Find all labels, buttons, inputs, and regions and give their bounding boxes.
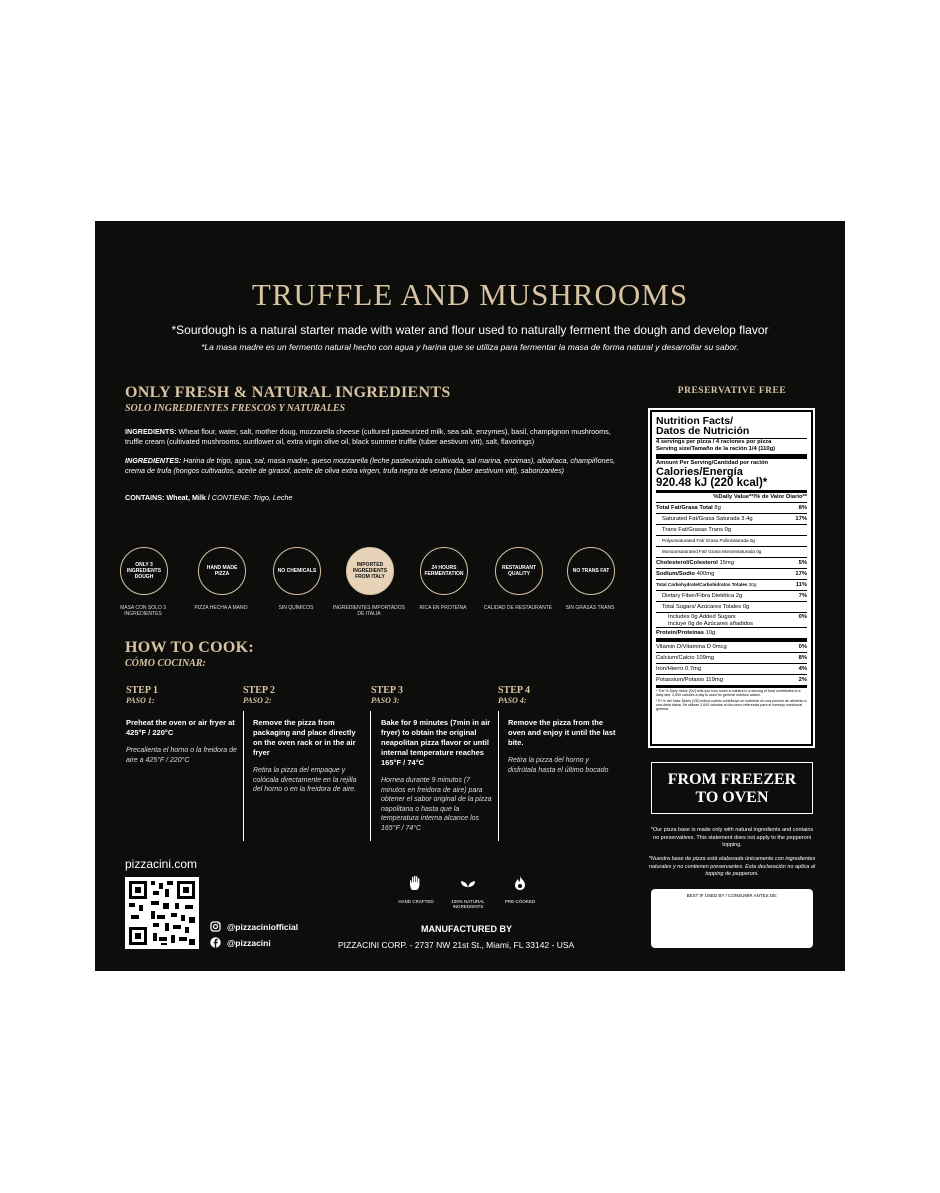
nutrient-daily-value: 7% [798, 593, 807, 599]
step-2-title: STEP 2 [243, 685, 275, 696]
badge-no-chemicals: NO CHEMICALS [273, 547, 321, 595]
badge-3-ingredients: ONLY 3 INGREDIENTS DOUGH [120, 547, 168, 595]
nutrient-amount: 10g [704, 630, 716, 636]
mineral-name: Potassium/Potasio [656, 677, 705, 683]
nutrient-row [656, 513, 807, 524]
mineral-row [656, 652, 807, 663]
nutrient-amount: 0g [748, 538, 755, 543]
serving-size: Serving size/Tamaño de la ración 1/4 (110g) [656, 446, 807, 459]
step-4-title: STEP 4 [498, 685, 530, 696]
contains-label: CONTAINS: Wheat, Milk / [125, 493, 210, 502]
nutrient-label [668, 613, 736, 621]
nutrient-daily-value: 5% [798, 560, 807, 566]
instagram-icon [210, 921, 221, 932]
ingredients-text: Wheat flour, water, salt, mother doug, mozzarella cheese (cultured pasteurized milk, sea salt, enzymes), basil, champignon mushrooms, truffle cream (cultivated mushrooms, sunflower oil, extra virgin olive oil, black summer truffle (tuber aestivum vitt), salt, flavorings) [125, 427, 611, 446]
nutrient-amount: 0g [723, 527, 732, 533]
nutrient-amount: 400mg [694, 571, 715, 577]
pizza-base-note-es: *Nuestra base de pizza está elaborada únicamente con ingredientes naturales y no contienen preservantes. Esta declaración no aplica al topping de pepperoni. [648, 856, 816, 877]
mineral-row [656, 674, 807, 685]
nutrient-row [656, 546, 807, 557]
nutrient-label [668, 621, 753, 627]
nutrient-amount: 15mg [717, 560, 734, 566]
nutrient-name: Monounsaturated Fat/ Grasa Monoinsaturada [662, 549, 755, 554]
mineral-amount: 119mg [704, 677, 723, 683]
website[interactable]: pizzacini.com [125, 857, 198, 871]
step-2-en: Remove the pizza from packaging and place directly on the oven rack or in the air fryer [253, 718, 356, 757]
nutrient-name: Total Fat/Grasa Total [656, 505, 713, 511]
step-1-title: STEP 1 [126, 685, 158, 696]
facebook-icon [210, 937, 221, 948]
freezer-line-2: TO OVEN [695, 789, 769, 806]
step-3-title: STEP 3 [371, 685, 403, 696]
step-3-es: Hornea durante 9 minutos (7 minutos en freidora de aire) para obtener el sabor original de la pizza napolitana o hasta que la temperatura interna alcance los 165°F / 74°C [381, 777, 492, 832]
manufactured-by: MANUFACTURED BY [421, 924, 512, 934]
step-3 [371, 685, 493, 833]
step-1 [126, 685, 238, 765]
sourdough-note-en: *Sourdough is a natural starter made with water and flour used to naturally ferment the dough and develop flavor [171, 323, 769, 337]
footnote-en: * The % Daily Value (DV) tells you how much a nutrient in a serving of food contributes to a daily diet. 2,000 calories a day is used for general nutrition advice. [656, 685, 807, 698]
contains-line [125, 493, 619, 503]
nutrient-amount: 0g [741, 604, 750, 610]
step-2-es: Retira la pizza del empaque y colócala directamente en la rejilla del horno o en la freidora de aire. [253, 767, 357, 793]
step-2-sub: PASO 2: [243, 696, 272, 705]
freezer-line-1: FROM FREEZER [667, 771, 797, 788]
step-4-es: Retira la pizza del horno y disfrútala hasta el último bocado [508, 757, 609, 774]
nutrient-daily-value: 11% [795, 582, 807, 588]
servings-per-pizza: 4 servings per pizza / 4 raciones por pizza [656, 438, 807, 446]
nutrient-row [656, 535, 807, 546]
nutrient-name: Trans Fat/Grasas Trans [662, 527, 723, 533]
calories-value: 920.48 kJ (220 kcal)* [656, 477, 807, 493]
flame-icon [512, 875, 528, 891]
nutrient-amount: 30g [747, 582, 757, 587]
mineral-label [656, 642, 727, 652]
product-title: TRUFFLE AND MUSHROOMS [251, 277, 689, 312]
nutrition-title-2: Datos de Nutrición [656, 425, 750, 437]
hand-icon [408, 875, 424, 891]
nutrient-label [662, 536, 755, 546]
step-3-sub: PASO 3: [371, 696, 400, 705]
qr-code-graphic [125, 877, 199, 949]
mineral-daily-value: 8% [798, 655, 807, 661]
nutrient-row [656, 557, 807, 568]
nutrient-name: Sodium/Sodio [656, 571, 695, 577]
badge-hand-made: HAND MADE PIZZA [198, 547, 246, 595]
feature-natural-label: 100% NATURAL INGREDIENTS [451, 899, 485, 909]
preservative-free-label: PRESERVATIVE FREE [677, 386, 787, 396]
badge-label-hand-made: PIZZA HECHA A MANO [194, 605, 248, 611]
amount-per-serving: Amount Per Serving/Cantidad por ración [656, 460, 769, 466]
nutrient-daily-value: 0% [798, 614, 807, 620]
mineral-daily-value: 0% [798, 644, 807, 650]
step-4-sub: PASO 4: [498, 696, 527, 705]
daily-value-header: %Daily Value**/% de Valor Diario** [713, 494, 807, 500]
nutrient-name: Polyunsaturated Fat/ Grasa Poliinsaturada [662, 538, 749, 543]
nutrition-facts-panel [650, 410, 813, 746]
badge-label-3-ingredients: MASA CON SOLO 3 INGREDIENTES [120, 605, 166, 617]
facebook-handle: @pizzacini [227, 937, 271, 948]
nutrient-name: Dietary Fiber/Fibra Dietética [662, 593, 735, 599]
qr-code[interactable] [125, 877, 199, 949]
feature-pre-cooked [499, 875, 541, 904]
nutrient-amount: 2g [734, 593, 743, 599]
step-4-en: Remove the pizza from the oven and enjoy it until the last bite. [508, 718, 616, 747]
mineral-row [656, 663, 807, 674]
manufacturer-address: PIZZACINI CORP. - 2737 NW 21st St., Miami, FL 33142 - USA [338, 940, 575, 950]
nutrient-amount: 8g [712, 505, 721, 511]
nutrient-label [656, 580, 756, 590]
ingredientes-label: INGREDIENTES: [125, 456, 182, 465]
nutrient-label [656, 628, 715, 638]
mineral-name: Iron/Hierro [656, 666, 684, 672]
nutrient-name: Total Sugars/ Azúcares Totales [662, 604, 742, 610]
nutrient-label [662, 591, 742, 601]
nutrient-amount: 3.4g [739, 516, 753, 522]
badge-label-restaurant: CALIDAD DE RESTAURANTE [483, 605, 553, 611]
mineral-row [656, 642, 807, 652]
ingredients-subheading: SOLO INGREDIENTES FRESCOS Y NATURALES [125, 403, 346, 414]
step-3-en: Bake for 9 minutes (7min in air fryer) to obtain the original neapolitan pizza flavor or until internal temperature reaches 165°F / 74°C [381, 718, 491, 767]
nutrient-row [656, 502, 807, 513]
badge-label-no-chemicals: SIN QUÍMICOS [278, 605, 314, 611]
nutrient-name: Protein/Proteínas [656, 630, 704, 636]
instagram-link[interactable] [210, 921, 298, 932]
nutrient-label [662, 602, 749, 612]
step-1-en: Preheat the oven or air fryer at 425°F / 220°C [126, 718, 235, 737]
mineral-daily-value: 2% [798, 677, 807, 683]
sourdough-note-es: *La masa madre es un fermento natural hecho con agua y harina que se utiliza para fermentar la masa de forma natural y desarrollar su sabor. [201, 342, 739, 352]
feature-hand-crafted-label: HAND CRAFTED [398, 899, 434, 904]
ingredients-label: INGREDIENTS: [125, 427, 177, 436]
step-1-sub: PASO 1: [126, 696, 155, 705]
feature-natural [447, 875, 489, 909]
mineral-amount: 0mcg [710, 644, 727, 650]
badge-label-imported-italy: INGREDIENTES IMPORTADOS DE ITALIA [332, 605, 406, 617]
nutrient-daily-value: 8% [798, 505, 807, 511]
mineral-label [656, 675, 723, 685]
badge-label-protein: RICA EN PROTEÍNA [419, 605, 467, 611]
mineral-rows [656, 638, 807, 685]
ingredients-en [125, 427, 619, 447]
nutrient-name: Saturated Fat/Grasa Saturada [662, 516, 740, 522]
footnote-es: * El % del Valor Diario (VD) indica cuánto contribuye un nutriente en una porción de alimento a una dieta diaria. Se utilizan 2,000 calorías al día como referencia para el consejo nutricional general. [656, 698, 807, 712]
cook-heading: HOW TO COOK: [125, 639, 254, 656]
badge-restaurant-quality: RESTAURANT QUALITY [495, 547, 543, 595]
cook-subheading: CÓMO COCINAR: [125, 658, 206, 669]
from-freezer-to-oven-box [651, 762, 813, 814]
nutrient-row [656, 601, 807, 612]
mineral-amount: 0.7mg [683, 666, 702, 672]
ingredientes-text: Harina de trigo, agua, sal, masa madre, queso mozzarella (leche pasteurizada cultivada, sal marina, enzimas), albahaca, champiñones, crema de trufa (hongos cultivados, aceite de girasol, aceite de oliva extra virgen, trufa negra de verano (tuber aestivum vitt), saborizantes) [125, 456, 616, 475]
mineral-name: Vitamin D/Vitamina D [656, 644, 711, 650]
mineral-name: Calcium/Calcio [656, 655, 695, 661]
mineral-amount: 109mg [694, 655, 715, 661]
nutrient-name: Includes 0g Added Sugars [668, 614, 736, 620]
best-by-box [651, 889, 813, 948]
badge-24h-fermentation: 24 HOURS FERMENTATION [420, 547, 468, 595]
step-2 [243, 685, 363, 795]
leaf-icon [460, 875, 476, 891]
nutrient-row [656, 627, 807, 638]
nutrient-name: Incluye 0g de Azúcares añadidos [668, 621, 754, 627]
best-by-label: BEST IF USED BY / CONSUMIR ANTES DE: [686, 893, 778, 898]
nutrient-label [656, 569, 714, 579]
ingredients-heading: ONLY FRESH & NATURAL INGREDIENTS [125, 384, 451, 401]
package-back-panel [95, 221, 845, 971]
badge-no-trans-fat: NO TRANS FAT [567, 547, 615, 595]
nutrient-row [656, 579, 807, 590]
nutrient-name: Cholesterol/Colesterol [656, 560, 718, 566]
nutrient-row [656, 524, 807, 535]
contains-es: CONTIENE: Trigo, Leche [209, 493, 293, 502]
nutrient-label [662, 514, 753, 524]
feature-pre-cooked-label: PRE-COOKED [504, 899, 536, 904]
nutrition-title-1: Nutrition Facts/ [656, 415, 734, 427]
nutrient-name: Total Carbohydrate/Carbohidratos Totales [656, 582, 748, 587]
ingredients-es [125, 456, 619, 476]
nutrient-row [656, 590, 807, 601]
nutrient-daily-value: 17% [795, 516, 807, 522]
nutrient-label [662, 525, 731, 535]
nutrient-daily-value: 17% [795, 571, 807, 577]
mineral-daily-value: 4% [798, 666, 807, 672]
step-4 [498, 685, 616, 775]
nutrient-label [656, 558, 734, 568]
nutrient-label [656, 503, 721, 513]
nutrient-label [662, 547, 761, 557]
nutrient-row [656, 612, 807, 621]
mineral-label [656, 664, 701, 674]
nutrient-row [656, 568, 807, 579]
step-1-es: Precalienta el horno o la freidora de aire a 425°F / 220°C [126, 747, 237, 764]
nutrient-amount: 0g [754, 549, 762, 554]
badge-imported-italy: IMPORTED INGREDIENTS FROM ITALY [346, 547, 394, 595]
pizza-base-note-en: *Our pizza base is made only with natural ingredients and contains no preservatives. This statement does not apply to the pepperoni topping. [650, 827, 814, 848]
facebook-link[interactable] [210, 937, 271, 948]
mineral-label [656, 653, 714, 663]
nutrient-rows [656, 502, 807, 638]
instagram-handle: @pizzaciniofficial [227, 921, 299, 932]
feature-hand-crafted [395, 875, 437, 904]
badge-label-no-trans: SIN GRASAS TRANS [565, 605, 615, 611]
calories-label: Calories/Energía [656, 466, 743, 478]
